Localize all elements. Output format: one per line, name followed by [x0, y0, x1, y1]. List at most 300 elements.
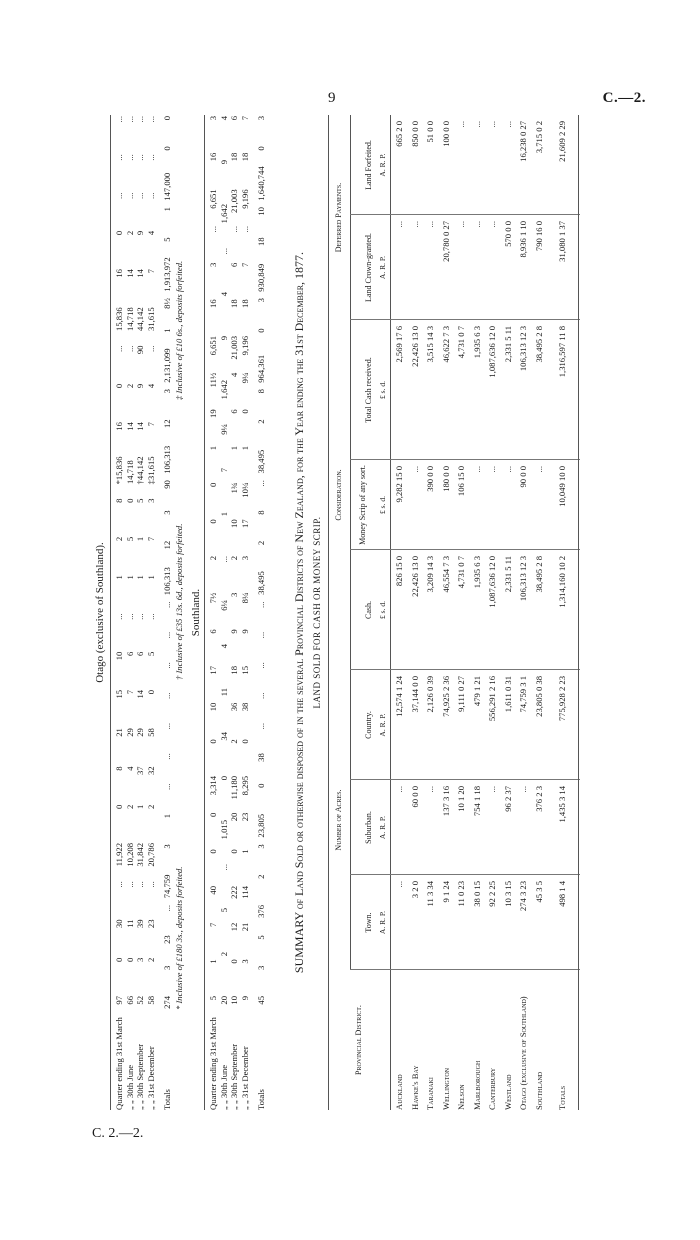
- table-cell: 390 0 0: [425, 466, 435, 492]
- table-cell: 1: [162, 207, 172, 212]
- district-name: Southland: [533, 1071, 544, 1110]
- table-cell: 9: [218, 160, 229, 165]
- table-cell: 8¼: [239, 592, 250, 604]
- table-cell: 7: [145, 536, 156, 542]
- table-cell: 5: [124, 536, 135, 542]
- table-cell: 36: [229, 702, 239, 712]
- table-cell: 11: [124, 919, 135, 928]
- table-cell: 16: [208, 152, 218, 162]
- table-cell: 3: [208, 262, 218, 267]
- table-cell: 9: [218, 336, 229, 341]
- column-rule: [350, 669, 580, 670]
- table-cell: ...: [533, 466, 544, 473]
- table-cell: ...: [124, 116, 135, 123]
- table-cell: 40: [208, 886, 218, 895]
- table-cell: 11,180: [229, 776, 239, 800]
- table-cell: 10: [208, 702, 218, 712]
- table-cell: ...: [114, 345, 124, 353]
- table-cell: 3: [135, 957, 145, 963]
- table-cell: ...: [256, 692, 266, 700]
- column-rule: [350, 779, 580, 780]
- table-cell: ...: [394, 221, 404, 228]
- table-cell: 2,331 5 11: [502, 556, 513, 593]
- table-cell: 754 1 18: [471, 786, 482, 817]
- header-country: Country.: [364, 711, 373, 739]
- header-deferred: Deferred Payments.: [334, 182, 343, 253]
- table-cell: ...: [487, 786, 497, 793]
- otago-note-2: † Inclusive of £35 13s. 6d., deposits forfeited.: [174, 523, 184, 680]
- document-reference-bottom: C. 2.—2.: [92, 1126, 144, 1141]
- otago-note-1: * Inclusive of £180 3s., deposits forfeited.: [174, 866, 184, 1010]
- table-cell: ...: [162, 783, 172, 791]
- quarter-label: „ „ 30th September: [229, 1043, 239, 1110]
- table-cell: 0: [239, 409, 250, 414]
- table-cell: 0: [114, 804, 124, 809]
- table-cell: 37,144 0 0: [409, 676, 420, 713]
- table-cell: 106,313 12 3: [518, 556, 528, 602]
- table-cell: 100 0 0: [440, 121, 451, 147]
- unit-label: A. R. P.: [378, 153, 387, 177]
- table-cell: ...: [145, 613, 156, 620]
- table-cell: 147,000: [162, 172, 172, 201]
- table-cell: 826 15 0: [394, 556, 404, 587]
- table-cell: 3: [162, 965, 172, 970]
- table-cell: 2: [256, 540, 266, 546]
- table-cell: ...: [162, 904, 172, 912]
- table-cell: 10¼: [239, 482, 250, 498]
- table-cell: ...: [394, 786, 404, 793]
- table-cell: 10,049 10 0: [557, 466, 567, 507]
- table-cell: 137 3 16: [440, 786, 451, 817]
- table-cell: 23: [239, 812, 250, 822]
- table-cell: ...: [502, 466, 513, 473]
- table-cell: 850 0 0: [409, 121, 420, 147]
- table-cell: 20: [229, 812, 239, 822]
- table-cell: 38,495: [256, 449, 266, 474]
- table-cell: 23: [162, 935, 172, 944]
- table-cell: 5: [208, 996, 218, 1001]
- unit-label: £ s. d.: [378, 381, 387, 399]
- table-cell: 39: [135, 919, 145, 929]
- rule: [350, 115, 351, 970]
- table-cell: 31,615: [145, 307, 156, 331]
- table-cell: 9: [239, 996, 250, 1001]
- rule: [110, 115, 111, 1110]
- table-cell: 274 3 23: [518, 881, 528, 912]
- table-cell: 9¼: [218, 424, 229, 435]
- table-cell: ...: [518, 786, 528, 793]
- table-cell: 11,922: [114, 842, 124, 867]
- table-cell: 16,238 0 27: [518, 121, 528, 162]
- table-cell: 1,913,972: [162, 257, 172, 292]
- table-cell: 7½: [208, 592, 218, 604]
- table-cell: 9: [135, 383, 145, 389]
- table-cell: 8: [114, 766, 124, 771]
- table-cell: 8,295: [239, 776, 250, 796]
- table-cell: 0: [229, 849, 239, 854]
- table-cell: 1: [229, 446, 239, 451]
- table-cell: 4: [124, 766, 135, 771]
- table-cell: 8: [256, 389, 266, 394]
- table-cell: 3,715 0 2: [533, 121, 544, 154]
- table-cell: 7: [124, 689, 135, 695]
- header-forfeited: Land Forfeited.: [364, 140, 373, 190]
- column-rule: [350, 874, 580, 875]
- table-cell: 20: [218, 996, 229, 1005]
- table-cell: 29: [135, 728, 145, 737]
- table-cell: 222: [229, 886, 239, 899]
- table-cell: 12: [162, 540, 172, 550]
- header-crown: Land Crown-granted.: [364, 233, 373, 302]
- table-cell: 2,569 17 6: [394, 326, 404, 363]
- table-cell: 20,786: [145, 842, 156, 867]
- rule: [390, 115, 391, 1110]
- table-cell: 4: [218, 644, 229, 649]
- table-cell: 10,208: [124, 842, 135, 867]
- table-cell: 2,331 5 11: [502, 326, 513, 363]
- table-cell: 930,849: [256, 263, 266, 292]
- table-cell: ...: [394, 881, 404, 888]
- unit-label: £ s. d.: [378, 601, 387, 619]
- table-cell: ...: [409, 466, 420, 473]
- table-cell: 6,651: [208, 189, 218, 209]
- table-cell: ...: [124, 345, 135, 353]
- rule: [578, 115, 579, 1110]
- table-cell: 6: [229, 116, 239, 121]
- table-cell: ...: [256, 631, 266, 639]
- table-cell: 97: [114, 996, 124, 1005]
- table-cell: 30: [114, 919, 124, 929]
- quarter-label: „ „ 30th June: [124, 1064, 135, 1110]
- table-cell: 18: [239, 152, 250, 162]
- table-cell: 29: [124, 728, 135, 737]
- table-cell: 5: [145, 651, 156, 656]
- table-cell: 4: [229, 372, 239, 377]
- table-cell: 0: [124, 957, 135, 963]
- table-cell: ...: [124, 881, 135, 888]
- table-cell: 74,759: [162, 874, 172, 899]
- table-cell: ...: [145, 345, 156, 353]
- table-cell: 8,936 1 10: [518, 221, 528, 258]
- table-cell: ...: [239, 226, 250, 233]
- column-rule: [350, 549, 580, 550]
- table-cell: 3 2 0: [409, 881, 420, 899]
- rule: [204, 115, 205, 1110]
- table-cell: ...: [162, 692, 172, 700]
- table-cell: 18: [229, 152, 239, 162]
- table-cell: 3: [162, 844, 172, 849]
- table-cell: ...: [162, 631, 172, 639]
- table-cell: 10 3 15: [502, 881, 513, 907]
- table-cell: 3: [256, 116, 266, 121]
- table-cell: 964,361: [256, 354, 266, 383]
- table-cell: 1: [135, 575, 145, 580]
- table-cell: 5: [256, 935, 266, 940]
- table-cell: 4,731 0 7: [456, 556, 466, 589]
- column-rule: [350, 969, 580, 970]
- table-cell: 6,651: [208, 336, 218, 356]
- table-cell: 21: [114, 728, 124, 737]
- table-cell: 14: [135, 689, 145, 699]
- table-cell: ...: [471, 121, 482, 128]
- table-cell: 23,805 0 38: [533, 676, 544, 717]
- table-cell: 2,126 0 39: [425, 676, 435, 713]
- district-name: Auckland: [394, 1074, 404, 1110]
- table-cell: 15,836: [114, 307, 124, 331]
- table-cell: 1: [162, 813, 172, 819]
- table-cell: 1,611 0 31: [502, 676, 513, 713]
- table-cell: †44,142: [135, 456, 145, 485]
- table-cell: 8½: [162, 298, 172, 309]
- table-cell: 52: [135, 996, 145, 1005]
- table-cell: 4: [145, 230, 156, 236]
- table-cell: 0: [208, 519, 218, 524]
- table-cell: 2: [218, 952, 229, 957]
- column-rule: [350, 459, 580, 460]
- unit-label: £ s. d.: [378, 496, 387, 514]
- table-cell: 23,805: [256, 813, 266, 838]
- table-cell: 8: [114, 498, 124, 503]
- table-cell: 10: [229, 519, 239, 528]
- table-cell: ...: [409, 221, 420, 228]
- table-cell: ...: [256, 601, 266, 608]
- table-cell: 114: [239, 886, 250, 899]
- column-rule: [350, 214, 580, 215]
- table-cell: ...: [162, 662, 172, 669]
- table-cell: ...: [135, 613, 145, 620]
- table-cell: 1,935 6 3: [471, 326, 482, 359]
- totals-label: Totals: [162, 1089, 172, 1110]
- unit-label: A. R. P.: [378, 815, 387, 840]
- table-cell: 7: [239, 262, 250, 267]
- table-cell: 1,435 3 14: [557, 786, 567, 823]
- table-cell: 0: [208, 812, 218, 817]
- table-cell: 18: [229, 299, 239, 308]
- district-name: Nelson: [456, 1084, 466, 1110]
- table-cell: 1,015: [218, 820, 229, 840]
- table-cell: ...: [124, 192, 135, 199]
- table-cell: 11 3 34: [425, 881, 435, 907]
- table-cell: 22,426 13 0: [409, 326, 420, 367]
- table-cell: 11½: [208, 372, 218, 388]
- district-name: Otago (exclusive of Southland): [518, 996, 528, 1110]
- table-cell: 17: [208, 666, 218, 675]
- table-cell: ...: [218, 864, 229, 871]
- table-cell: 3: [145, 498, 156, 503]
- table-cell: 9,196: [239, 189, 250, 209]
- table-cell: ...: [487, 466, 497, 473]
- table-cell: 9,282 15 0: [394, 466, 404, 503]
- table-cell: 16: [114, 422, 124, 431]
- table-cell: 96 2 37: [502, 786, 513, 812]
- quarter-label: „ „ 30th June: [218, 1064, 229, 1110]
- table-cell: 1: [135, 804, 145, 809]
- table-cell: 23: [145, 919, 156, 929]
- table-cell: 2: [124, 383, 135, 389]
- table-cell: ...: [208, 226, 218, 233]
- table-cell: 1,642: [218, 204, 229, 224]
- table-cell: 570 0 0: [502, 221, 513, 247]
- table-cell: 16: [114, 269, 124, 278]
- district-name: Canterbury: [487, 1067, 497, 1110]
- header-town: Town.: [364, 912, 373, 933]
- table-cell: 58: [145, 728, 156, 737]
- table-cell: ...: [218, 556, 229, 563]
- table-cell: ...: [456, 121, 466, 128]
- table-cell: 1¾: [229, 482, 239, 494]
- table-cell: ...: [114, 881, 124, 888]
- table-cell: ...: [456, 221, 466, 228]
- table-cell: 2: [145, 957, 156, 963]
- table-cell: 46,622 7 3: [440, 326, 451, 363]
- table-cell: *15,836: [114, 456, 124, 485]
- table-cell: 376: [256, 904, 266, 918]
- table-cell: 0: [114, 957, 124, 963]
- table-cell: 1,316,597 11 8: [557, 326, 567, 378]
- quarter-label: „ „ 31st December: [239, 1046, 250, 1110]
- table-cell: ...: [135, 154, 145, 161]
- table-cell: 2: [208, 556, 218, 561]
- table-cell: 3: [256, 965, 266, 970]
- table-cell: 6: [229, 409, 239, 414]
- table-cell: 90: [162, 480, 172, 489]
- table-cell: 106 15 0: [456, 466, 466, 497]
- table-cell: ...: [425, 221, 435, 228]
- table-cell: 18: [229, 666, 239, 675]
- table-cell: ...: [256, 480, 266, 487]
- table-cell: 44,142: [135, 307, 145, 331]
- table-cell: ...: [135, 116, 145, 123]
- table-cell: 14,718: [124, 460, 135, 484]
- table-cell: 7: [239, 116, 250, 121]
- table-cell: 775,928 2 23: [557, 676, 567, 722]
- table-cell: 7: [145, 422, 156, 427]
- table-cell: 2: [256, 874, 266, 879]
- header-district: Provincial District.: [354, 1005, 363, 1075]
- district-name: Hawke's Bay: [409, 1065, 420, 1110]
- table-cell: 21,003: [229, 189, 239, 213]
- table-cell: 0: [208, 482, 218, 487]
- table-cell: 38,495: [256, 571, 266, 595]
- table-cell: 45 3 5: [533, 881, 544, 903]
- table-cell: 106,313: [162, 567, 172, 596]
- table-cell: 34: [218, 732, 229, 741]
- table-cell: 74,925 2 36: [440, 676, 451, 717]
- table-cell: 3: [162, 389, 172, 394]
- table-cell: ...: [114, 154, 124, 161]
- table-cell: 0: [145, 689, 156, 695]
- table-cell: ...: [256, 722, 266, 730]
- table-cell: 9: [239, 629, 250, 634]
- table-cell: 1: [114, 575, 124, 580]
- table-cell: 14: [124, 269, 135, 278]
- table-cell: 1: [239, 446, 250, 451]
- table-cell: 18: [239, 299, 250, 308]
- quarter-label: „ „ 30th September: [135, 1043, 145, 1110]
- table-cell: 0: [256, 328, 266, 333]
- table-cell: 31,842: [135, 842, 145, 867]
- table-cell: 3: [239, 556, 250, 561]
- table-cell: ...: [471, 466, 482, 473]
- table-cell: 4: [218, 116, 229, 121]
- table-cell: ...: [145, 881, 156, 888]
- table-cell: 9¼: [239, 372, 250, 384]
- table-cell: 21: [239, 922, 250, 932]
- table-cell: 14: [135, 422, 145, 431]
- table-cell: 106,313 12 3: [518, 326, 528, 372]
- table-cell: 6: [124, 651, 135, 656]
- table-cell: 6: [208, 629, 218, 634]
- table-cell: 556,291 2 16: [487, 676, 497, 722]
- district-name: Marlborough: [471, 1060, 482, 1110]
- table-cell: 14: [135, 269, 145, 278]
- table-cell: 5: [162, 237, 172, 242]
- table-cell: 0: [218, 776, 229, 781]
- unit-label: A. R. P.: [378, 713, 387, 737]
- table-cell: ...: [162, 722, 172, 730]
- table-cell: 0: [162, 116, 172, 121]
- table-cell: 0: [208, 739, 218, 744]
- table-cell: 3,209 14 3: [425, 556, 435, 593]
- table-cell: ...: [162, 601, 172, 608]
- table-cell: 3,314: [208, 776, 218, 796]
- header-suburban: Suburban.: [364, 811, 373, 844]
- table-cell: 2: [256, 419, 266, 424]
- table-cell: 38: [239, 702, 250, 712]
- table-cell: ...: [135, 192, 145, 199]
- table-cell: ...: [502, 121, 513, 128]
- table-cell: 665 2 0: [394, 121, 404, 147]
- table-cell: ...: [425, 786, 435, 793]
- summary-subtitle: LAND SOLD FOR CASH OR MONEY SCRIP.: [312, 516, 322, 709]
- summary-title: SUMMARY of Land Sold or otherwise disposed of in the several Provincial Districts of New Zealand, for the Year ending the 31st December, 1877.: [292, 251, 306, 974]
- table-cell: 1,642: [218, 380, 229, 400]
- table-cell: 4: [218, 292, 229, 297]
- table-cell: 32: [145, 766, 156, 776]
- table-cell: 9 1 24: [440, 881, 451, 903]
- table-cell: 10: [256, 207, 266, 216]
- table-cell: 0: [256, 783, 266, 788]
- table-cell: 1: [162, 328, 172, 333]
- quarter-label: „ „ 31st December: [145, 1046, 156, 1110]
- table-cell: 45: [256, 996, 266, 1005]
- table-cell: 2: [145, 804, 156, 809]
- otago-note-3: ‡ Inclusive of £10 6s., deposits forfeited.: [174, 260, 184, 400]
- table-cell: 10: [229, 996, 239, 1005]
- table-cell: 0: [239, 739, 250, 744]
- table-cell: 92 2 25: [487, 881, 497, 907]
- table-cell: 9,196: [239, 336, 250, 356]
- table-cell: 11: [218, 688, 229, 697]
- table-cell: 0: [256, 146, 266, 151]
- table-cell: 498 1 4: [557, 881, 567, 907]
- table-cell: 1: [124, 575, 135, 580]
- district-name: Wellington: [440, 1068, 451, 1110]
- rule: [328, 115, 329, 1110]
- table-cell: ...: [471, 221, 482, 228]
- header-cash: Cash.: [364, 601, 373, 619]
- table-cell: 376 2 3: [533, 786, 544, 812]
- table-cell: 6: [229, 262, 239, 267]
- table-cell: 12,574 1 24: [394, 676, 404, 717]
- table-cell: 66: [124, 996, 135, 1005]
- table-cell: 0: [124, 498, 135, 503]
- header-acres: Number of Acres.: [334, 789, 343, 851]
- table-cell: 51 0 0: [425, 121, 435, 143]
- table-cell: ...: [256, 662, 266, 669]
- table-cell: 38: [256, 753, 266, 762]
- table-cell: 7: [208, 922, 218, 927]
